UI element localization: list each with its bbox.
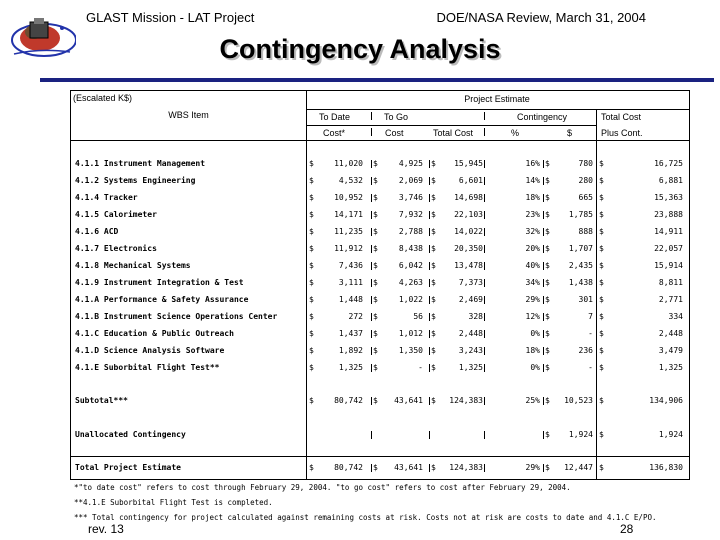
dollar-sign: $ bbox=[431, 295, 436, 304]
row-item-label: 4.1.7 Electronics bbox=[75, 244, 157, 253]
dollar-sign: $ bbox=[431, 463, 436, 472]
row-cont-value: 888 bbox=[578, 227, 593, 236]
dollar-sign: $ bbox=[545, 176, 550, 185]
row-cont-value: 2,435 bbox=[568, 261, 593, 270]
row-to-date-value: 4,532 bbox=[338, 176, 363, 185]
header-sep bbox=[484, 128, 485, 136]
cell-sep bbox=[371, 245, 372, 253]
row-plus-value: 334 bbox=[668, 312, 683, 321]
total-cost-header: Total Cost bbox=[601, 112, 642, 122]
row-to-go-value: 1,012 bbox=[398, 329, 423, 338]
row-item-label: 4.1.E Suborbital Flight Test** bbox=[75, 363, 220, 372]
cell-sep bbox=[371, 313, 372, 321]
dollar-sign: $ bbox=[545, 295, 550, 304]
cell-sep bbox=[429, 177, 430, 185]
row-plus-value: 8,811 bbox=[658, 278, 683, 287]
row-plus-value: 2,448 bbox=[658, 329, 683, 338]
cell-sep bbox=[484, 211, 485, 219]
dollar-sign: $ bbox=[309, 261, 314, 270]
dollar-sign: $ bbox=[373, 346, 378, 355]
row-total-value: 124,383 bbox=[449, 463, 483, 472]
row-to-go-value: 43,641 bbox=[394, 463, 423, 472]
dollar-sign: $ bbox=[599, 176, 604, 185]
row-pct-value: 14% bbox=[525, 176, 540, 185]
dollar-sign: $ bbox=[309, 396, 314, 405]
dollar-sign: $ bbox=[309, 363, 314, 372]
row-to-go-value: - bbox=[418, 363, 423, 372]
dollar-sign: $ bbox=[599, 210, 604, 219]
row-plus-value: 14,911 bbox=[654, 227, 683, 236]
dollar-sign: $ bbox=[599, 261, 604, 270]
row-cont-value: 1,707 bbox=[568, 244, 593, 253]
cell-sep bbox=[543, 397, 544, 405]
cell-sep bbox=[429, 296, 430, 304]
dollar-sign: $ bbox=[373, 159, 378, 168]
dollar-sign: $ bbox=[599, 463, 604, 472]
dollar-sign: $ bbox=[373, 278, 378, 287]
cell-sep bbox=[429, 347, 430, 355]
row-plus-value: 2,771 bbox=[658, 295, 683, 304]
row-item-label: Total Project Estimate bbox=[75, 463, 181, 472]
row-item-label: 4.1.A Performance & Safety Assurance bbox=[75, 295, 249, 304]
dollar-sign: $ bbox=[309, 227, 314, 236]
cell-sep bbox=[484, 228, 485, 236]
row-to-date-value: 14,171 bbox=[334, 210, 363, 219]
dollar-sign: $ bbox=[545, 430, 550, 439]
row-item-label: 4.1.B Instrument Science Operations Center bbox=[75, 312, 278, 321]
row-total-value: 14,698 bbox=[454, 193, 483, 202]
cell-sep bbox=[429, 364, 430, 372]
row-pct-value: 23% bbox=[525, 210, 540, 219]
dollar-sign: $ bbox=[309, 210, 314, 219]
row-cont-value: - bbox=[588, 329, 593, 338]
escalated-label: (Escalated K$) bbox=[73, 93, 133, 103]
dollar-sign: $ bbox=[309, 176, 314, 185]
dollar-sign: $ bbox=[431, 278, 436, 287]
dollar-sign: $ bbox=[309, 295, 314, 304]
cost-star-header: Cost* bbox=[323, 128, 346, 138]
cell-sep bbox=[484, 279, 485, 287]
dollar-sign: $ bbox=[545, 329, 550, 338]
cell-sep bbox=[484, 245, 485, 253]
dollar-sign: $ bbox=[309, 346, 314, 355]
table-vline bbox=[596, 109, 597, 479]
cell-sep bbox=[543, 279, 544, 287]
dollar-sign: $ bbox=[599, 244, 604, 253]
row-total-value: 20,350 bbox=[454, 244, 483, 253]
cell-sep bbox=[543, 262, 544, 270]
revision-label: rev. 13 bbox=[88, 522, 124, 536]
header-project: GLAST Mission - LAT Project bbox=[86, 10, 255, 25]
row-pct-value: 25% bbox=[525, 396, 540, 405]
dollar-sign: $ bbox=[373, 295, 378, 304]
cell-sep bbox=[543, 330, 544, 338]
dollar-sign: $ bbox=[309, 159, 314, 168]
row-to-go-value: 8,438 bbox=[398, 244, 423, 253]
row-pct-value: 18% bbox=[525, 346, 540, 355]
footnote: *** Total contingency for project calculated against remaining costs at risk. Costs not at risk are costs to date and 4.1.C E/PO. bbox=[74, 513, 657, 522]
row-total-value: 124,383 bbox=[449, 396, 483, 405]
row-cont-value: - bbox=[588, 363, 593, 372]
cell-sep bbox=[429, 464, 430, 472]
row-item-label: Subtotal*** bbox=[75, 396, 128, 405]
dollar-sign: $ bbox=[373, 244, 378, 253]
cell-sep bbox=[429, 313, 430, 321]
row-pct-value: 29% bbox=[525, 295, 540, 304]
row-item-label: 4.1.2 Systems Engineering bbox=[75, 176, 196, 185]
row-plus-value: 23,888 bbox=[654, 210, 683, 219]
row-to-date-value: 1,325 bbox=[338, 363, 363, 372]
row-cont-value: 301 bbox=[578, 295, 593, 304]
cell-sep bbox=[484, 464, 485, 472]
row-to-date-value: 1,448 bbox=[338, 295, 363, 304]
dollar-sign: $ bbox=[373, 312, 378, 321]
page-number: 28 bbox=[620, 522, 634, 536]
dollar-sign: $ bbox=[431, 329, 436, 338]
row-to-date-value: 11,020 bbox=[334, 159, 363, 168]
cell-sep bbox=[371, 464, 372, 472]
dollar-sign: $ bbox=[373, 210, 378, 219]
row-total-value: 6,601 bbox=[458, 176, 483, 185]
row-to-go-value: 56 bbox=[413, 312, 423, 321]
row-to-date-value: 80,742 bbox=[334, 463, 363, 472]
cell-sep bbox=[543, 464, 544, 472]
row-item-label: 4.1.C Education & Public Outreach bbox=[75, 329, 234, 338]
dollar-sign: $ bbox=[545, 363, 550, 372]
row-total-value: 15,945 bbox=[454, 159, 483, 168]
dollar-sign: $ bbox=[309, 278, 314, 287]
row-cont-value: 10,523 bbox=[564, 396, 593, 405]
row-item-label: 4.1.6 ACD bbox=[75, 227, 119, 236]
dollar-sign: $ bbox=[545, 159, 550, 168]
row-item-label: 4.1.4 Tracker bbox=[75, 193, 138, 202]
row-plus-value: 22,057 bbox=[654, 244, 683, 253]
cell-sep bbox=[371, 228, 372, 236]
dollar-sign: $ bbox=[545, 278, 550, 287]
row-to-date-value: 11,912 bbox=[334, 244, 363, 253]
dollar-sign: $ bbox=[545, 261, 550, 270]
cell-sep bbox=[484, 397, 485, 405]
plus-cont-header: Plus Cont. bbox=[601, 128, 643, 138]
row-to-go-value: 7,932 bbox=[398, 210, 423, 219]
row-to-date-value: 80,742 bbox=[334, 396, 363, 405]
row-plus-value: 15,363 bbox=[654, 193, 683, 202]
dollar-sign: $ bbox=[431, 227, 436, 236]
row-to-date-value: 272 bbox=[348, 312, 363, 321]
cell-sep bbox=[484, 431, 485, 439]
to-date-header: To Date bbox=[319, 112, 351, 122]
row-to-date-value: 1,892 bbox=[338, 346, 363, 355]
cell-sep bbox=[371, 364, 372, 372]
dollar-sign: $ bbox=[545, 463, 550, 472]
cell-sep bbox=[543, 245, 544, 253]
row-cont-value: 1,438 bbox=[568, 278, 593, 287]
dollar-sign: $ bbox=[431, 210, 436, 219]
dollar-sign: $ bbox=[599, 329, 604, 338]
dollar-sign: $ bbox=[373, 329, 378, 338]
row-total-value: 1,325 bbox=[458, 363, 483, 372]
row-to-go-value: 1,350 bbox=[398, 346, 423, 355]
dollar-sign: $ bbox=[431, 193, 436, 202]
row-plus-value: 134,906 bbox=[649, 396, 683, 405]
cell-sep bbox=[543, 194, 544, 202]
row-item-label: Unallocated Contingency bbox=[75, 430, 186, 439]
header-sep bbox=[484, 112, 485, 120]
row-item-label: 4.1.8 Mechanical Systems bbox=[75, 261, 191, 270]
cell-sep bbox=[429, 431, 430, 439]
cell-sep bbox=[484, 313, 485, 321]
cell-sep bbox=[543, 228, 544, 236]
row-plus-value: 16,725 bbox=[654, 159, 683, 168]
footnote: *"to date cost" refers to cost through February 29, 2004. "to go cost" refers to cost after February 29, 2004. bbox=[74, 483, 571, 492]
row-total-value: 14,022 bbox=[454, 227, 483, 236]
header-sep bbox=[371, 128, 372, 136]
row-pct-value: 18% bbox=[525, 193, 540, 202]
dollar-sign: $ bbox=[431, 159, 436, 168]
cell-sep bbox=[429, 194, 430, 202]
table-hline bbox=[71, 140, 689, 141]
cell-sep bbox=[484, 296, 485, 304]
total-cost-subheader: Total Cost bbox=[433, 128, 474, 138]
row-total-value: 2,469 bbox=[458, 295, 483, 304]
cell-sep bbox=[371, 160, 372, 168]
wbs-item-header: WBS Item bbox=[168, 110, 209, 120]
dollar-sign: $ bbox=[599, 193, 604, 202]
footnote: **4.1.E Suborbital Flight Test is completed. bbox=[74, 498, 273, 507]
cell-sep bbox=[484, 160, 485, 168]
row-pct-value: 40% bbox=[525, 261, 540, 270]
row-cont-value: 7 bbox=[588, 312, 593, 321]
row-to-date-value: 10,952 bbox=[334, 193, 363, 202]
dollar-sign: $ bbox=[309, 312, 314, 321]
cell-sep bbox=[484, 330, 485, 338]
cell-sep bbox=[371, 431, 372, 439]
dollar-sign: $ bbox=[545, 312, 550, 321]
dollar-sign: $ bbox=[431, 312, 436, 321]
header-review: DOE/NASA Review, March 31, 2004 bbox=[436, 10, 646, 25]
row-plus-value: 6,881 bbox=[658, 176, 683, 185]
row-pct-value: 12% bbox=[525, 312, 540, 321]
dollar-sign: $ bbox=[545, 210, 550, 219]
dollar-sign: $ bbox=[373, 176, 378, 185]
dollar-sign: $ bbox=[599, 159, 604, 168]
dollar-sign: $ bbox=[545, 193, 550, 202]
dollar-sign: $ bbox=[599, 295, 604, 304]
row-total-value: 3,243 bbox=[458, 346, 483, 355]
cost-header: Cost bbox=[385, 128, 404, 138]
cell-sep bbox=[429, 245, 430, 253]
row-plus-value: 15,914 bbox=[654, 261, 683, 270]
dollar-sign: $ bbox=[599, 396, 604, 405]
row-to-go-value: 1,022 bbox=[398, 295, 423, 304]
cell-sep bbox=[543, 313, 544, 321]
cell-sep bbox=[484, 177, 485, 185]
row-cont-value: 280 bbox=[578, 176, 593, 185]
cell-sep bbox=[429, 330, 430, 338]
cell-sep bbox=[543, 177, 544, 185]
row-plus-value: 1,325 bbox=[658, 363, 683, 372]
row-pct-value: 16% bbox=[525, 159, 540, 168]
dollar-sign: $ bbox=[373, 261, 378, 270]
cell-sep bbox=[484, 194, 485, 202]
dollar-sign: $ bbox=[309, 244, 314, 253]
dollar-sign: $ bbox=[431, 363, 436, 372]
row-plus-value: 3,479 bbox=[658, 346, 683, 355]
cell-sep bbox=[371, 296, 372, 304]
dollar-sign: $ bbox=[545, 244, 550, 253]
row-pct-value: 32% bbox=[525, 227, 540, 236]
row-plus-value: 136,830 bbox=[649, 463, 683, 472]
row-total-value: 13,478 bbox=[454, 261, 483, 270]
cell-sep bbox=[543, 160, 544, 168]
cell-sep bbox=[371, 330, 372, 338]
cell-sep bbox=[429, 228, 430, 236]
cell-sep bbox=[429, 279, 430, 287]
row-to-go-value: 4,925 bbox=[398, 159, 423, 168]
cell-sep bbox=[484, 347, 485, 355]
dollar-sign: $ bbox=[309, 193, 314, 202]
page-title: Contingency Analysis bbox=[219, 34, 501, 64]
dollar-sign: $ bbox=[309, 329, 314, 338]
cell-sep bbox=[371, 211, 372, 219]
cell-sep bbox=[543, 431, 544, 439]
row-item-label: 4.1.D Science Analysis Software bbox=[75, 346, 225, 355]
header-sep bbox=[371, 112, 372, 120]
table-hline bbox=[71, 456, 689, 457]
row-pct-value: 34% bbox=[525, 278, 540, 287]
row-pct-value: 0% bbox=[530, 363, 540, 372]
cell-sep bbox=[543, 296, 544, 304]
table-hline bbox=[306, 109, 689, 110]
row-pct-value: 0% bbox=[530, 329, 540, 338]
row-total-value: 7,373 bbox=[458, 278, 483, 287]
table-hline bbox=[306, 125, 596, 126]
footnotes bbox=[74, 480, 656, 525]
row-to-go-value: 43,641 bbox=[394, 396, 423, 405]
dollar-sign: $ bbox=[599, 430, 604, 439]
row-cont-value: 1,785 bbox=[568, 210, 593, 219]
row-cont-value: 1,924 bbox=[568, 430, 593, 439]
cell-sep bbox=[429, 160, 430, 168]
row-cont-value: 665 bbox=[578, 193, 593, 202]
row-pct-value: 20% bbox=[525, 244, 540, 253]
row-to-date-value: 3,111 bbox=[338, 278, 363, 287]
row-cont-value: 12,447 bbox=[564, 463, 593, 472]
dollar-sign: $ bbox=[599, 227, 604, 236]
dollar-sign: $ bbox=[545, 346, 550, 355]
dollar-sign: $ bbox=[431, 244, 436, 253]
contingency-header: Contingency bbox=[517, 112, 568, 122]
cell-sep bbox=[371, 177, 372, 185]
cell-sep bbox=[371, 347, 372, 355]
dollar-sign: $ bbox=[373, 463, 378, 472]
dollar-sign: $ bbox=[309, 463, 314, 472]
cell-sep bbox=[543, 211, 544, 219]
percent-header: % bbox=[511, 128, 520, 138]
title-divider bbox=[40, 78, 714, 82]
cell-sep bbox=[371, 262, 372, 270]
dollar-sign: $ bbox=[373, 227, 378, 236]
cell-sep bbox=[429, 211, 430, 219]
cell-sep bbox=[371, 279, 372, 287]
cell-sep bbox=[543, 347, 544, 355]
dollar-sign: $ bbox=[431, 346, 436, 355]
dollar-sign: $ bbox=[599, 312, 604, 321]
row-total-value: 22,103 bbox=[454, 210, 483, 219]
dollar-sign: $ bbox=[599, 363, 604, 372]
row-to-go-value: 4,263 bbox=[398, 278, 423, 287]
table-vline bbox=[306, 91, 307, 479]
dollar-header: $ bbox=[567, 128, 573, 138]
cell-sep bbox=[371, 397, 372, 405]
row-to-go-value: 6,042 bbox=[398, 261, 423, 270]
row-total-value: 328 bbox=[468, 312, 483, 321]
cell-sep bbox=[543, 364, 544, 372]
row-to-go-value: 2,069 bbox=[398, 176, 423, 185]
dollar-sign: $ bbox=[431, 396, 436, 405]
row-to-date-value: 7,436 bbox=[338, 261, 363, 270]
row-to-go-value: 2,788 bbox=[398, 227, 423, 236]
to-go-header: To Go bbox=[384, 112, 409, 122]
cell-sep bbox=[484, 262, 485, 270]
row-item-label: 4.1.1 Instrument Management bbox=[75, 159, 206, 168]
dollar-sign: $ bbox=[373, 363, 378, 372]
row-to-date-value: 11,235 bbox=[334, 227, 363, 236]
row-total-value: 2,448 bbox=[458, 329, 483, 338]
row-pct-value: 29% bbox=[525, 463, 540, 472]
cell-sep bbox=[371, 194, 372, 202]
row-plus-value: 1,924 bbox=[658, 430, 683, 439]
dollar-sign: $ bbox=[599, 278, 604, 287]
row-cont-value: 236 bbox=[578, 346, 593, 355]
dollar-sign: $ bbox=[431, 176, 436, 185]
dollar-sign: $ bbox=[431, 261, 436, 270]
dollar-sign: $ bbox=[545, 227, 550, 236]
dollar-sign: $ bbox=[373, 193, 378, 202]
dollar-sign: $ bbox=[373, 396, 378, 405]
cell-sep bbox=[429, 397, 430, 405]
project-estimate-header: Project Estimate bbox=[464, 94, 530, 104]
row-to-date-value: 1,437 bbox=[338, 329, 363, 338]
row-cont-value: 780 bbox=[578, 159, 593, 168]
row-item-label: 4.1.9 Instrument Integration & Test bbox=[75, 278, 244, 287]
cell-sep bbox=[484, 364, 485, 372]
contingency-table bbox=[70, 90, 690, 480]
row-to-go-value: 3,746 bbox=[398, 193, 423, 202]
dollar-sign: $ bbox=[599, 346, 604, 355]
dollar-sign: $ bbox=[545, 396, 550, 405]
row-item-label: 4.1.5 Calorimeter bbox=[75, 210, 157, 219]
cell-sep bbox=[429, 262, 430, 270]
